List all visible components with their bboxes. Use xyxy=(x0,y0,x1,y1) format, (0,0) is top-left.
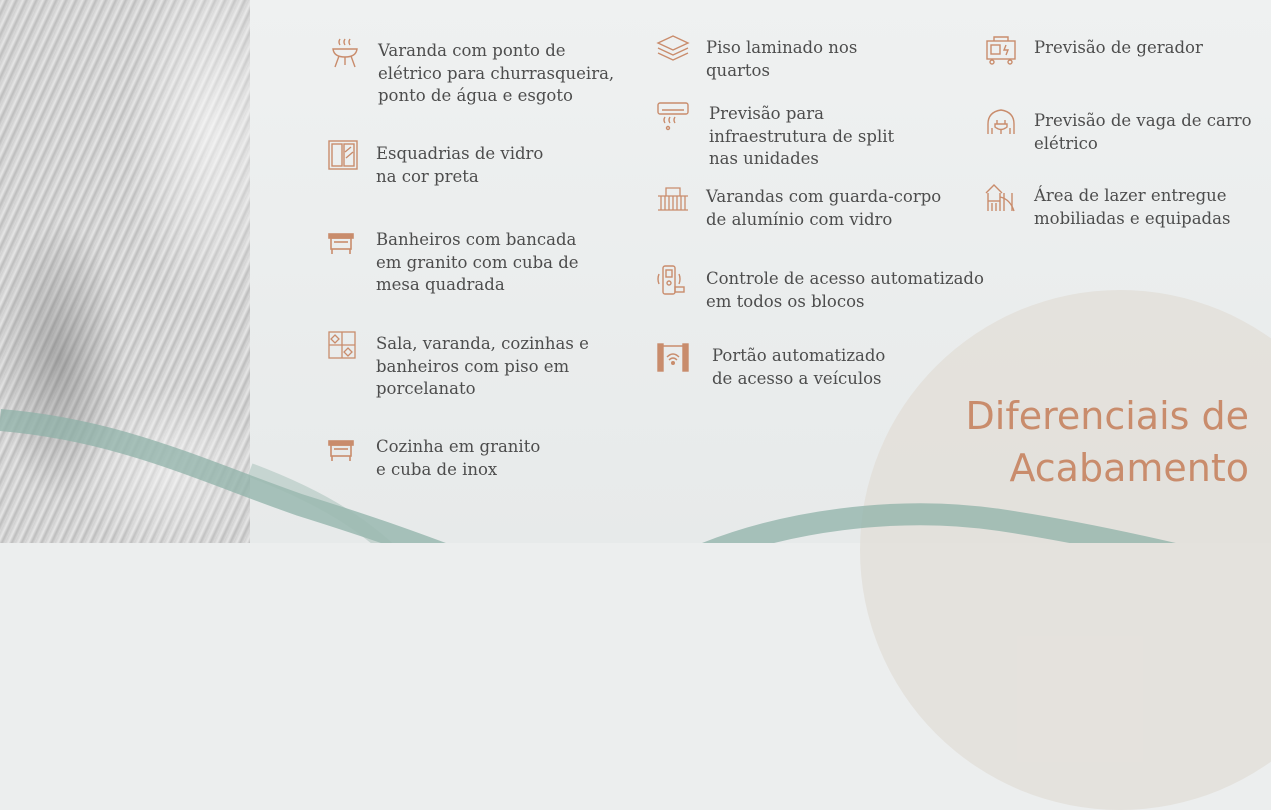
feature-line: elétrico para churrasqueira, xyxy=(378,63,615,83)
feature-line: Piso laminado nos xyxy=(706,38,858,57)
feature-line: Área de lazer entregue xyxy=(1034,186,1227,205)
feature-line: mobiliadas e equipadas xyxy=(1034,208,1231,228)
feature-item xyxy=(326,436,540,481)
feature-line: Previsão para xyxy=(709,104,824,123)
feature-line: Controle de acesso automatizado xyxy=(706,269,984,288)
feature-line: porcelanato xyxy=(376,379,476,398)
porcelain-tile-icon xyxy=(326,329,362,365)
section-title xyxy=(966,390,1250,494)
feature-line: Sala, varanda, cozinhas e xyxy=(376,334,589,353)
feature-line: Varanda com ponto de xyxy=(378,41,566,60)
air-conditioner-icon xyxy=(656,99,692,135)
feature-line: Cozinha em granito xyxy=(376,437,541,456)
sand-texture-image xyxy=(0,0,250,543)
section-title-line: Acabamento xyxy=(1009,446,1249,490)
window-frame-icon xyxy=(326,139,362,175)
automatic-gate-icon xyxy=(656,341,692,377)
feature-line: de alumínio com vidro xyxy=(706,209,893,229)
feature-line: Banheiros com bancada xyxy=(376,230,577,249)
feature-line: Previsão de vaga de carro xyxy=(1034,111,1252,130)
feature-item xyxy=(326,143,543,188)
feature-line: banheiros com piso em xyxy=(376,356,570,376)
feature-line: em todos os blocos xyxy=(706,291,865,311)
railing-icon xyxy=(656,182,692,218)
barbecue-icon xyxy=(328,36,364,72)
feature-line: Esquadrias de vidro xyxy=(376,144,544,163)
laminate-floor-icon xyxy=(656,33,692,69)
feature-line: Previsão de gerador xyxy=(1034,38,1203,57)
feature-line: Portão automatizado xyxy=(712,346,886,365)
feature-line: Varandas com guarda-corpo xyxy=(706,187,942,206)
feature-line: infraestrutura de split xyxy=(709,126,895,146)
feature-item xyxy=(326,333,589,401)
playground-icon xyxy=(984,181,1020,217)
access-control-icon xyxy=(656,264,692,300)
bathroom-counter-icon xyxy=(326,225,362,261)
feature-item xyxy=(656,268,984,313)
feature-item xyxy=(656,186,941,231)
feature-line: quartos xyxy=(706,60,770,80)
feature-line: em granito com cuba de xyxy=(376,252,579,272)
feature-line: nas unidades xyxy=(709,149,819,168)
feature-line: mesa quadrada xyxy=(376,275,505,294)
feature-line: na cor preta xyxy=(376,166,479,186)
feature-item xyxy=(656,345,885,390)
feature-item xyxy=(984,37,1203,69)
feature-line: de acesso a veículos xyxy=(712,368,882,388)
feature-item xyxy=(656,103,894,171)
feature-item xyxy=(984,185,1230,230)
feature-item xyxy=(656,37,857,82)
feature-line: ponto de água e esgoto xyxy=(378,86,573,105)
generator-icon xyxy=(984,33,1020,69)
section-title-line: Diferenciais de xyxy=(965,394,1249,438)
electric-car-icon xyxy=(984,106,1020,142)
feature-item xyxy=(326,229,579,297)
feature-line: e cuba de inox xyxy=(376,459,498,479)
feature-item xyxy=(984,110,1252,155)
kitchen-counter-icon xyxy=(326,432,362,468)
feature-line: elétrico xyxy=(1034,133,1098,153)
feature-item xyxy=(328,40,614,108)
